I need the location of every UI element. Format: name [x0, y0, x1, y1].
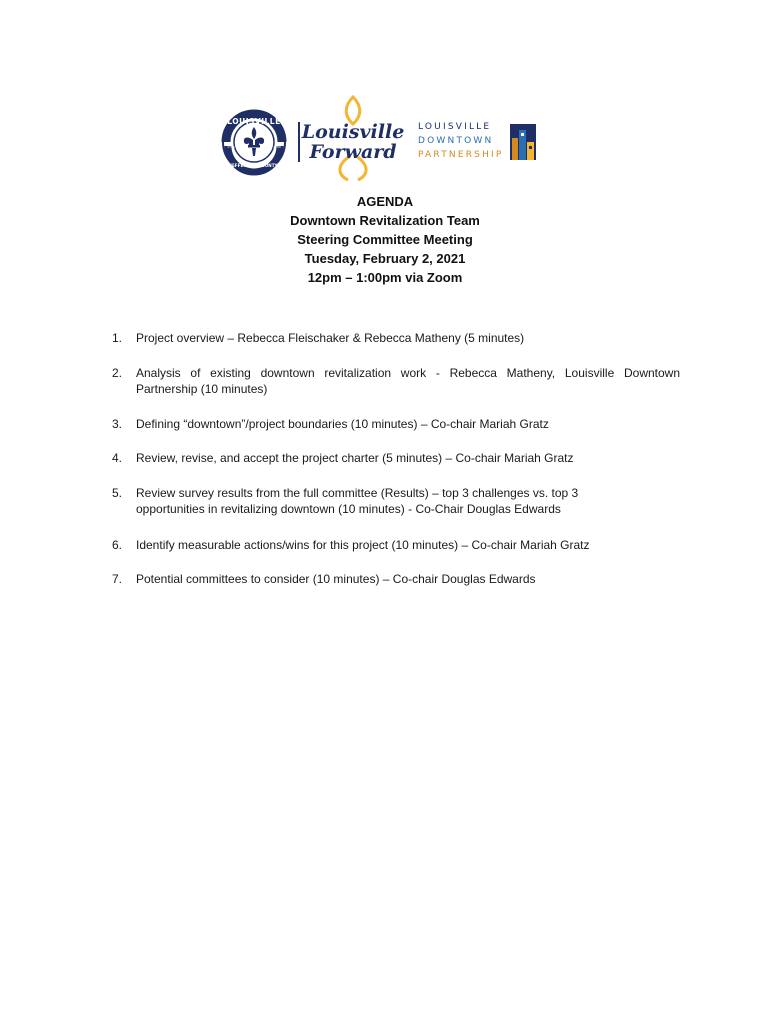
- agenda-item-text: Review, revise, and accept the project charter (5 minutes) – Co-chair Mariah Gratz: [136, 451, 574, 465]
- agenda-item-text: Potential committees to consider (10 minutes) – Co-chair Douglas Edwards: [136, 572, 536, 586]
- seal-year-right: 1780: [273, 145, 281, 149]
- agenda-item: [112, 571, 680, 588]
- agenda-item-number: 3.: [112, 416, 123, 431]
- heading-meeting: Steering Committee Meeting: [297, 232, 473, 247]
- agenda-item-number: 7.: [112, 572, 123, 586]
- louisville-forward-graphic: [301, 94, 405, 184]
- heading-team: Downtown Revitalization Team: [290, 213, 480, 228]
- agenda-item-number: 2.: [112, 365, 123, 380]
- ldp-line3: PARTNERSHIP: [418, 150, 504, 160]
- ldp-wordmark: [418, 120, 510, 162]
- agenda-item-number: 1.: [112, 331, 123, 345]
- lf-line1: Louisville: [301, 121, 405, 143]
- seal-top-text: LOUISVILLE: [227, 117, 281, 126]
- agenda-item: [112, 330, 680, 347]
- louisville-downtown-partnership-logo: [418, 120, 548, 166]
- seal-graphic: [222, 110, 286, 174]
- agenda-item: [112, 450, 680, 467]
- agenda-item-text: Analysis of existing downtown revitalization work - Rebecca Matheny, Louisville Downtown: [136, 365, 680, 380]
- logo-row: [218, 94, 548, 184]
- agenda-item: [112, 365, 680, 398]
- heading-title: AGENDA: [356, 194, 414, 209]
- heading-time: 12pm – 1:00pm via Zoom: [307, 270, 463, 285]
- agenda-item-text-cont: opportunities in revitalizing downtown (10 minutes) - Co-Chair Douglas Edwards: [136, 502, 561, 516]
- agenda-item: [112, 416, 680, 433]
- heading-date: Tuesday, February 2, 2021: [304, 251, 466, 266]
- agenda-item-text: Identify measurable actions/wins for this project (10 minutes) – Co-chair Mariah Gratz: [136, 537, 590, 552]
- agenda-item: [112, 537, 680, 554]
- agenda-item-number: 6.: [112, 537, 123, 552]
- agenda-item-text: Project overview – Rebecca Fleischaker & Rebecca Matheny (5 minutes): [136, 331, 525, 345]
- ldp-line1: LOUISVILLE: [418, 122, 492, 132]
- skyline-icon: [510, 124, 536, 160]
- seal-year-left: 1780: [227, 145, 235, 149]
- agenda-item-text: Review survey results from the full committee (Results) – top 3 challenges vs. top 3: [136, 485, 579, 500]
- ldp-line2: DOWNTOWN: [418, 136, 494, 146]
- agenda-item-text-cont: Partnership (10 minutes): [136, 382, 268, 396]
- agenda-list: [112, 330, 680, 588]
- louisville-jefferson-county-seal: [222, 110, 286, 174]
- agenda-item-number: 4.: [112, 451, 123, 465]
- agenda-heading: [200, 192, 570, 287]
- seal-bottom-text: JEFFERSON COUNTY: [230, 163, 278, 168]
- logo-divider: [298, 122, 300, 162]
- agenda-item-text: Defining “downtown”/project boundaries (10 minutes) – Co-chair Mariah Gratz: [136, 416, 549, 431]
- lf-line2: Forward: [309, 141, 397, 163]
- agenda-item: [112, 485, 680, 518]
- louisville-forward-logo: [301, 94, 405, 184]
- agenda-item-number: 5.: [112, 485, 123, 500]
